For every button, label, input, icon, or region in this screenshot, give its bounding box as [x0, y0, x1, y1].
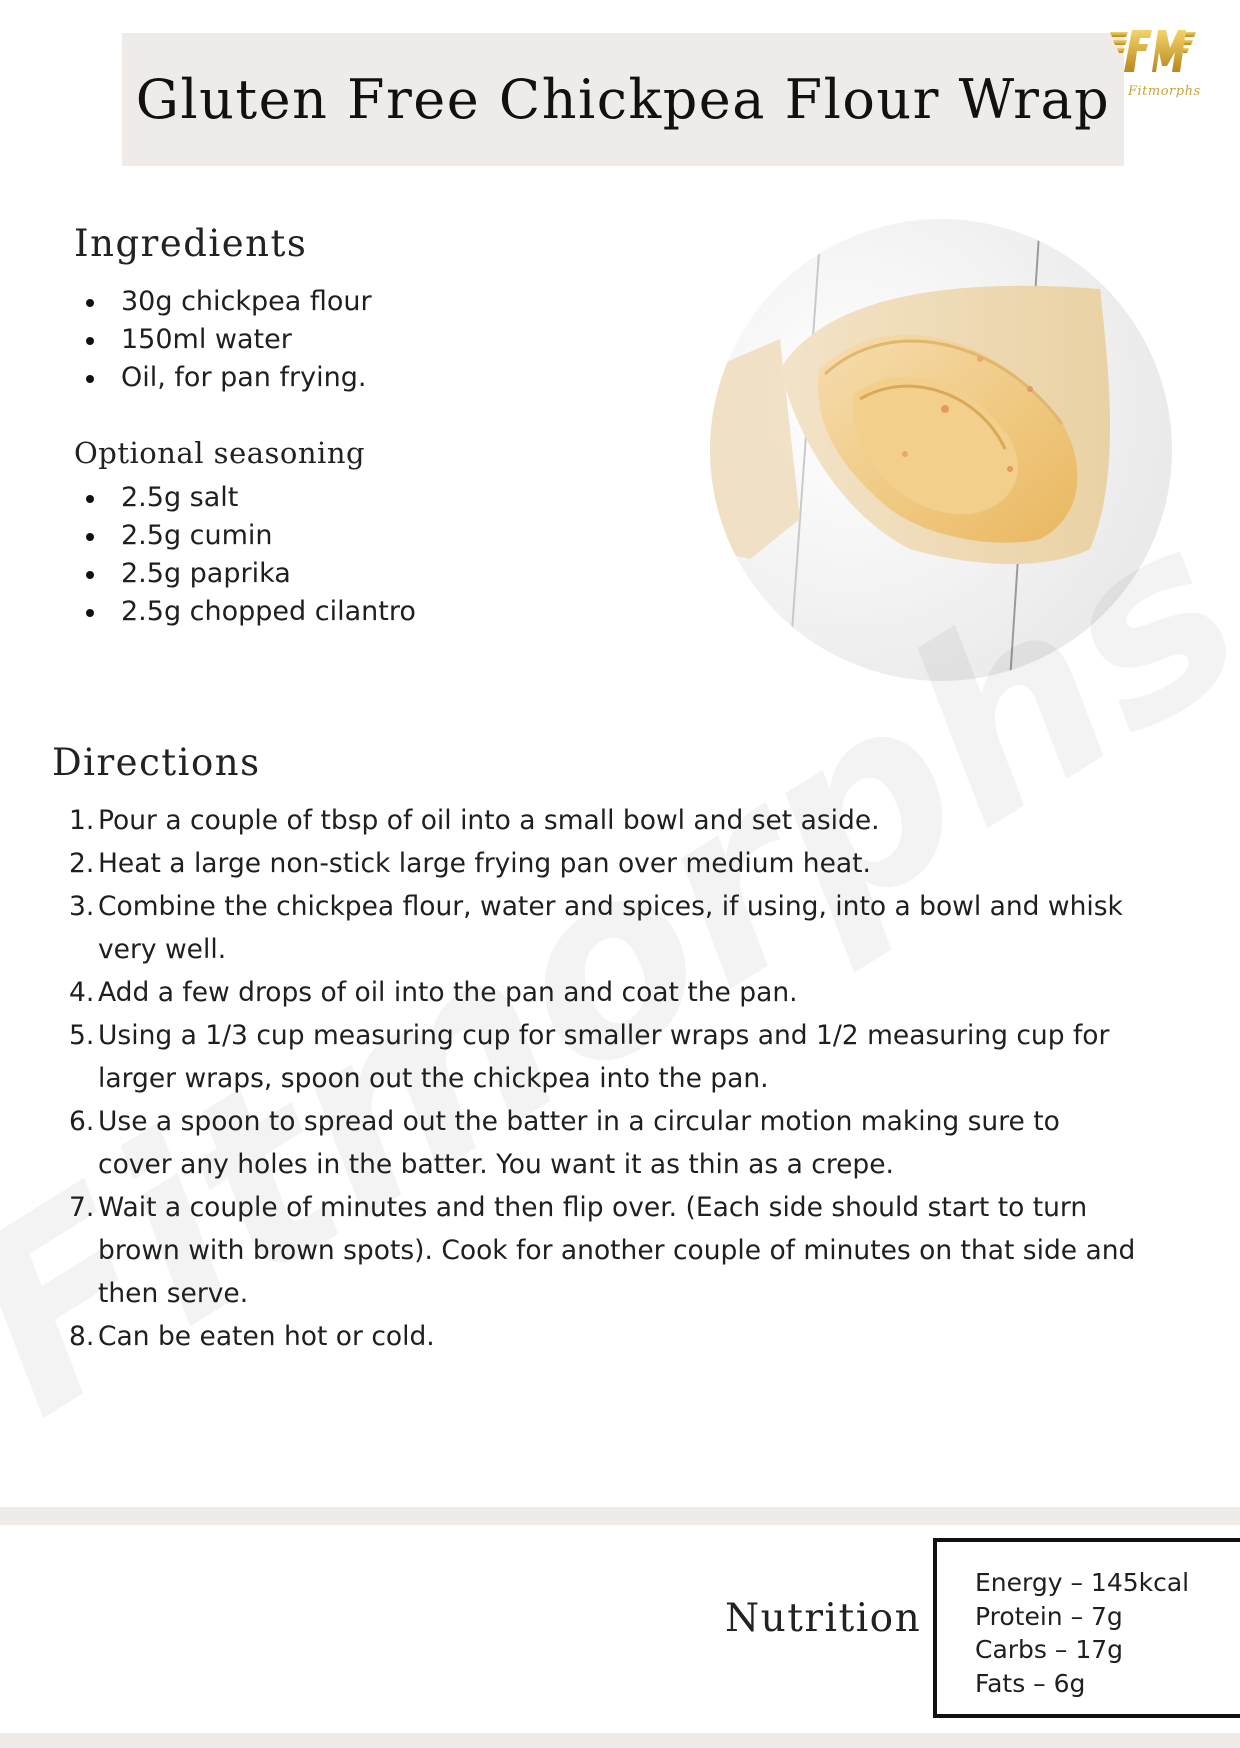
direction-step: Use a spoon to spread out the batter in a circular motion making sure to cover any holes in the batter. You want it as thin as a crepe. [98, 1106, 1060, 1180]
optional-seasoning-heading: Optional seasoning [74, 436, 366, 470]
nutrition-heading: Nutrition [725, 1596, 922, 1641]
nutrition-carbs: Carbs – 17g [975, 1635, 1124, 1664]
logo-wordmark: Fitmorphs [1128, 84, 1201, 99]
wrap-photo [710, 219, 1172, 681]
ingredient-item: Oil, for pan frying. [74, 359, 372, 397]
direction-step: Add a few drops of oil into the pan and coat the pan. [98, 977, 798, 1008]
page-title: Gluten Free Chickpea Flour Wrap [135, 68, 1111, 131]
direction-step: Can be eaten hot or cold. [98, 1321, 435, 1352]
direction-step: Wait a couple of minutes and then flip over. (Each side should start to turn brown with brown spots). Cook for another couple of minutes on that side and then serve. [98, 1192, 1136, 1309]
direction-step: Combine the chickpea flour, water and spices, if using, into a bowl and whisk very well. [98, 891, 1123, 965]
nutrition-energy: Energy – 145kcal [975, 1568, 1190, 1597]
nutrition-fats: Fats – 6g [975, 1668, 1086, 1698]
directions-list [66, 799, 1136, 1358]
footer-bottom-band [0, 1733, 1240, 1748]
ingredients-heading: Ingredients [74, 222, 308, 265]
directions-heading: Directions [52, 741, 261, 784]
footer-divider [0, 1507, 1240, 1525]
direction-step: Heat a large non-stick large frying pan over medium heat. [98, 848, 871, 879]
seasoning-item: 2.5g chopped cilantro [74, 593, 416, 631]
nutrition-protein: Protein – 7g [975, 1601, 1123, 1631]
ingredients-list [74, 283, 372, 397]
nutrition-box [933, 1538, 1240, 1718]
seasoning-item: 2.5g paprika [74, 555, 416, 593]
direction-step: Using a 1/3 cup measuring cup for smaller wraps and 1/2 measuring cup for larger wraps, spoon out the chickpea into the pan. [98, 1020, 1110, 1094]
title-banner [122, 33, 1124, 166]
seasoning-item: 2.5g cumin [74, 517, 416, 555]
ingredient-item: 150ml water [74, 321, 372, 359]
ingredient-item: 30g chickpea flour [74, 283, 372, 321]
direction-step: Pour a couple of tbsp of oil into a small bowl and set aside. [98, 805, 880, 836]
optional-seasoning-list [74, 479, 416, 631]
seasoning-item: 2.5g salt [74, 479, 416, 517]
